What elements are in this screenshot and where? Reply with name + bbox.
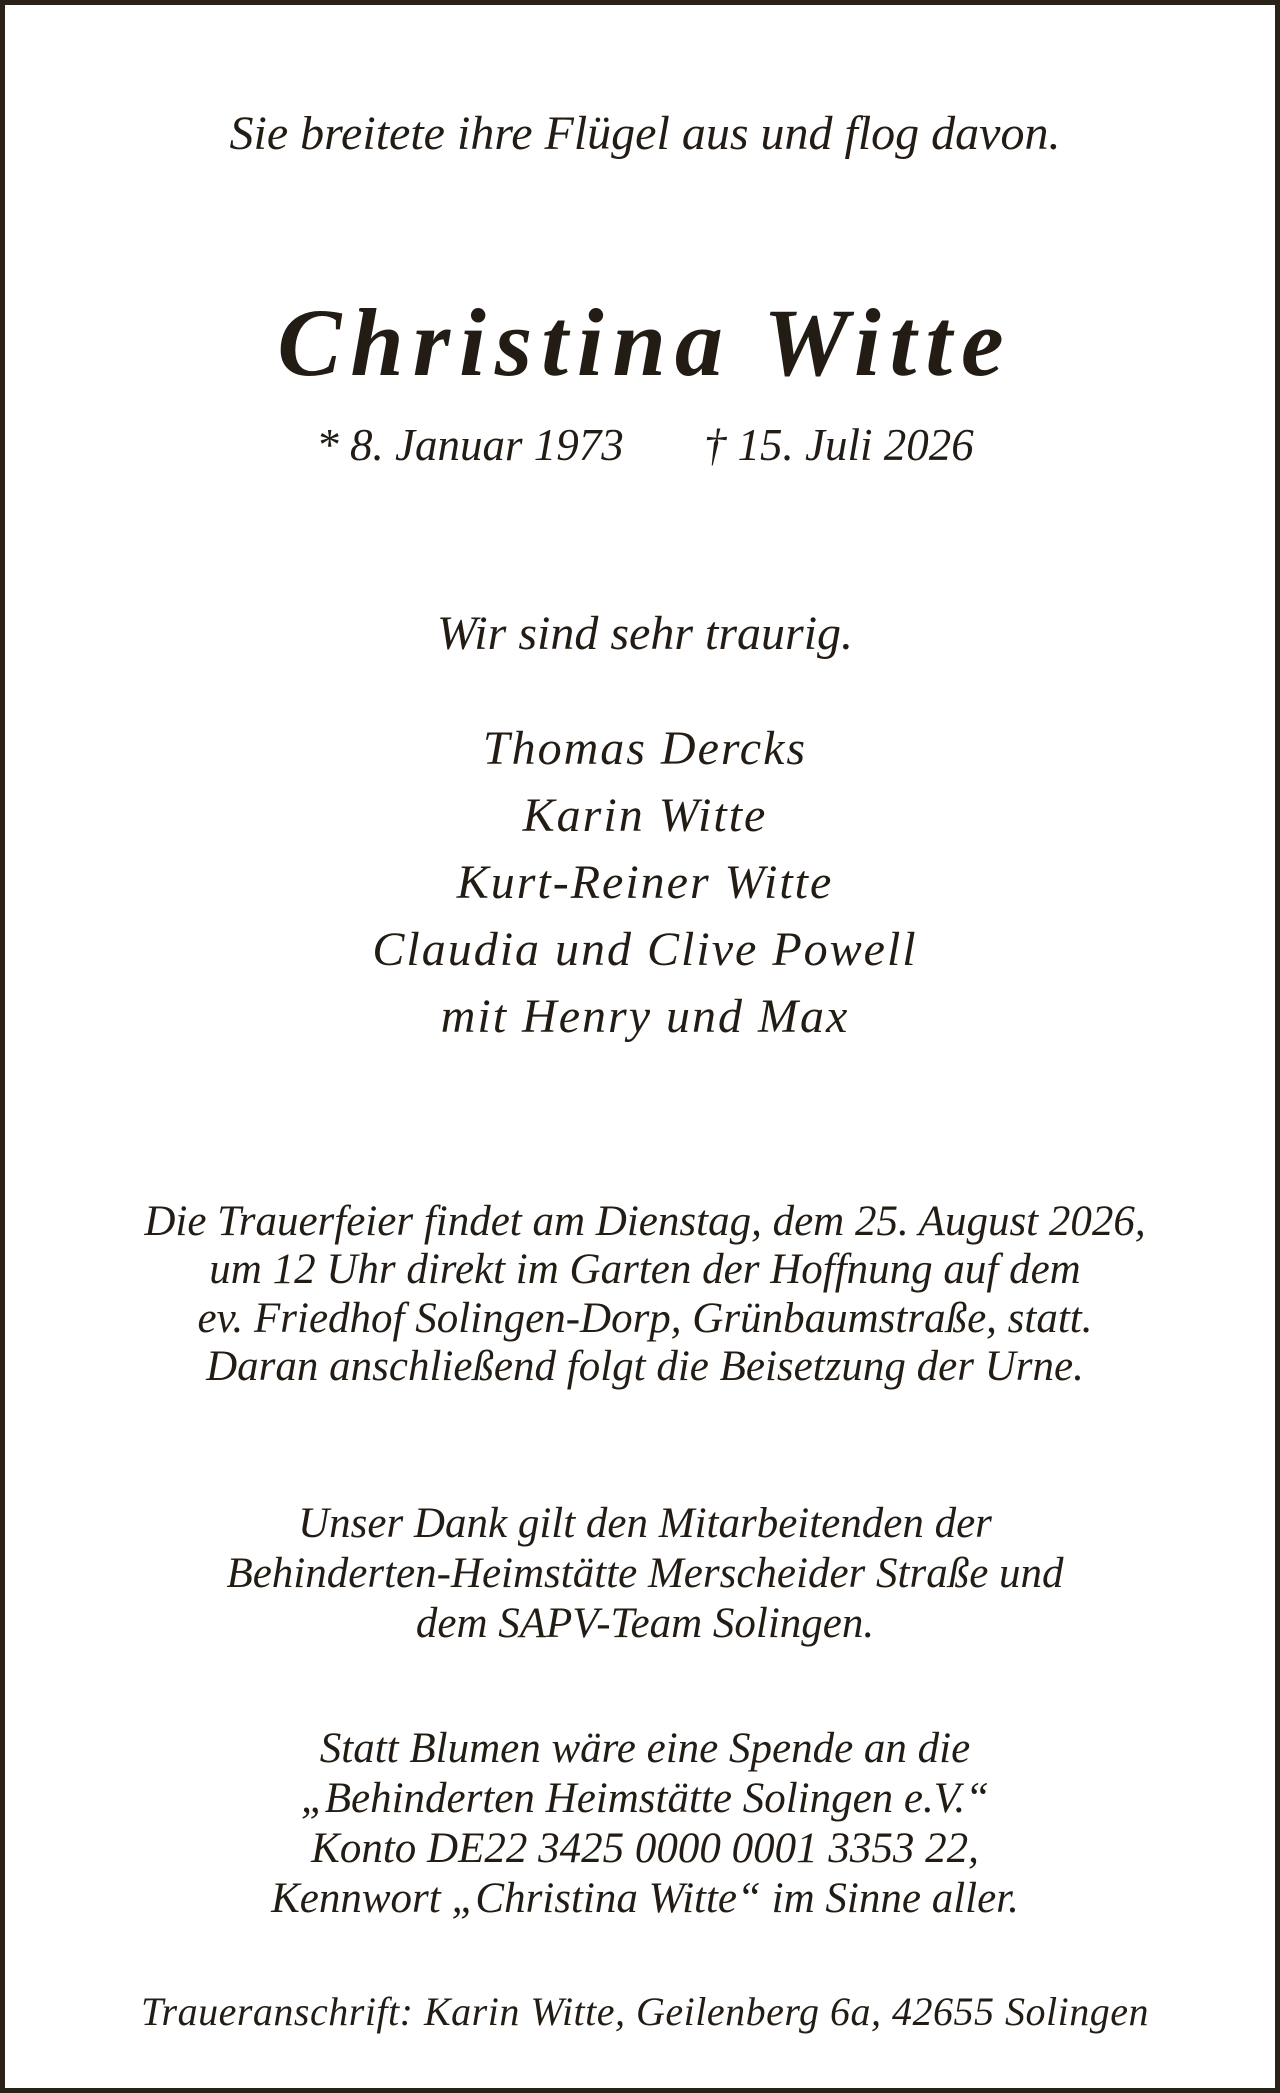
thanks-line: dem SAPV-Team Solingen. — [415, 1600, 875, 1647]
mourner-line: Kurt-Reiner Witte — [456, 856, 834, 909]
sentiment: Wir sind sehr traurig. — [436, 607, 854, 660]
birth-date: * 8. Januar 1973 — [316, 420, 624, 470]
ceremony-line: Die Trauerfeier findet am Dienstag, dem 25. August 2026, — [144, 1198, 1146, 1245]
ceremony-line: um 12 Uhr direkt im Garten der Hoffnung auf dem — [209, 1246, 1081, 1293]
mourner-line: mit Henry und Max — [440, 990, 850, 1043]
mourner-line: Karin Witte — [522, 789, 768, 842]
thanks-line: Behinderten-Heimstätte Merscheider Straße und — [226, 1550, 1064, 1597]
deceased-name: Christina Witte — [277, 289, 1013, 396]
mourner-line: Claudia und Clive Powell — [372, 923, 918, 976]
donation-line: Konto DE22 3425 0000 0001 3353 22, — [311, 1825, 979, 1872]
life-dates — [10, 420, 1280, 470]
ceremony-line: Daran anschließend folgt die Beisetzung der Urne. — [206, 1343, 1084, 1390]
donation-line: Kennwort „Christina Witte“ im Sinne aller. — [271, 1875, 1019, 1922]
ceremony-line: ev. Friedhof Solingen-Dorp, Grünbaumstraße, statt. — [197, 1295, 1093, 1342]
thanks-line: Unser Dank gilt den Mitarbeitenden der — [298, 1500, 992, 1547]
donation-line: Statt Blumen wäre eine Spende an die — [319, 1725, 971, 1772]
mourning-address: Traueranschrift: Karin Witte, Geilenberg 6a, 42655 Solingen — [141, 1989, 1149, 2034]
motto: Sie breitete ihre Flügel aus und flog davon. — [229, 107, 1061, 160]
death-date: † 15. Juli 2026 — [703, 420, 974, 470]
donation-line: „Behinderten Heimstätte Solingen e.V.“ — [300, 1775, 990, 1822]
mourner-line: Thomas Dercks — [482, 722, 808, 775]
